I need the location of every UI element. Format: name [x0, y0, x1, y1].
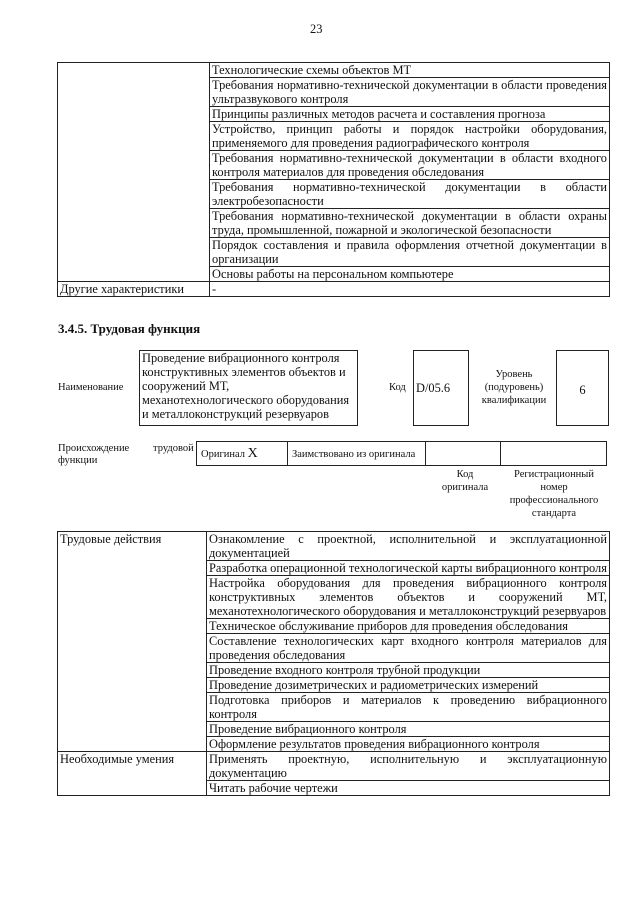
knowledge-item: Технологические схемы объектов МТ: [210, 63, 610, 78]
original-cell: [196, 441, 288, 466]
code-label: Код: [389, 382, 406, 393]
qualification-level: 6: [556, 350, 609, 426]
knowledge-item: Устройство, принцип работы и порядок настройки оборудования, применяемого для проведения радиографического контроля: [210, 122, 610, 151]
action-label: Трудовые действия: [58, 532, 207, 752]
table-row: [58, 532, 610, 561]
action-item: Проведение входного контроля трубной продукции: [207, 663, 610, 678]
reg-number-cell: [500, 441, 607, 466]
knowledge-table: [57, 62, 610, 297]
knowledge-item: Принципы различных методов расчета и составления прогноза: [210, 107, 610, 122]
table-row: [58, 752, 610, 781]
table-row: [58, 63, 610, 78]
knowledge-label: [58, 63, 210, 282]
other-label: Другие характеристики: [58, 282, 210, 297]
reg-number-label: Регистрационный номер профессионального стандарта: [509, 469, 599, 519]
action-item: Проведение дозиметрических и радиометрических измерений: [207, 678, 610, 693]
action-item: Оформление результатов проведения вибрационного контроля: [207, 737, 610, 752]
action-item: Техническое обслуживание приборов для проведения обследования: [207, 619, 610, 634]
skill-item: Применять проектную, исполнительную и эксплуатационную документацию: [207, 752, 610, 781]
function-name: Проведение вибрационного контроля конструктивных элементов объектов и сооружений МТ, механотехнологического оборудования и металлоконструкций резервуаров: [139, 350, 358, 426]
function-code: D/05.6: [413, 350, 469, 426]
original-code-label: Код оригинала: [441, 469, 489, 493]
knowledge-item: Основы работы на персональном компьютере: [210, 267, 610, 282]
knowledge-item: Требования нормативно-технической документации в области электробезопасности: [210, 180, 610, 209]
skill-label: Необходимые умения: [58, 752, 207, 796]
other-value: -: [210, 282, 610, 297]
table-row: [58, 282, 610, 297]
knowledge-item: Порядок составления и правила оформления отчетной документации в организации: [210, 238, 610, 267]
level-label: Уровень (подуровень) квалификации: [481, 369, 547, 406]
origin-label-1: Происхождение: [58, 443, 130, 454]
action-item: Составление технологических карт входного контроля материалов для проведения обследования: [207, 634, 610, 663]
section-title: 3.4.5. Трудовая функция: [58, 321, 201, 336]
origin-label-3: функции: [58, 455, 98, 466]
actions-table: [57, 531, 610, 796]
borrowed-cell: Заимствовано из оригинала: [287, 441, 426, 466]
original-mark: X: [247, 446, 258, 461]
action-item: Разработка операционной технологической карты вибрационного контроля: [207, 561, 610, 576]
name-label: Наименование: [58, 382, 124, 393]
action-item: Проведение вибрационного контроля: [207, 722, 610, 737]
knowledge-item: Требования нормативно-технической документации в области входного контроля материалов для проведения обследования: [210, 151, 610, 180]
action-item: Ознакомление с проектной, исполнительной и эксплуатационной документацией: [207, 532, 610, 561]
original-code-cell: [425, 441, 501, 466]
original-label: Оригинал: [201, 449, 245, 460]
knowledge-item: Требования нормативно-технической документации в области проведения ультразвукового контроля: [210, 78, 610, 107]
origin-label-2: трудовой: [153, 443, 194, 454]
knowledge-item: Требования нормативно-технической документации в области охраны труда, промышленной, пожарной и экологической безопасности: [210, 209, 610, 238]
skill-item: Читать рабочие чертежи: [207, 781, 610, 796]
action-item: Подготовка приборов и материалов к проведению вибрационного контроля: [207, 693, 610, 722]
page-number: 23: [310, 22, 323, 36]
action-item: Настройка оборудования для проведения вибрационного контроля конструктивных элементов объектов и сооружений МТ, механотехнологического оборудования и металлоконструкций резервуаров: [207, 576, 610, 619]
